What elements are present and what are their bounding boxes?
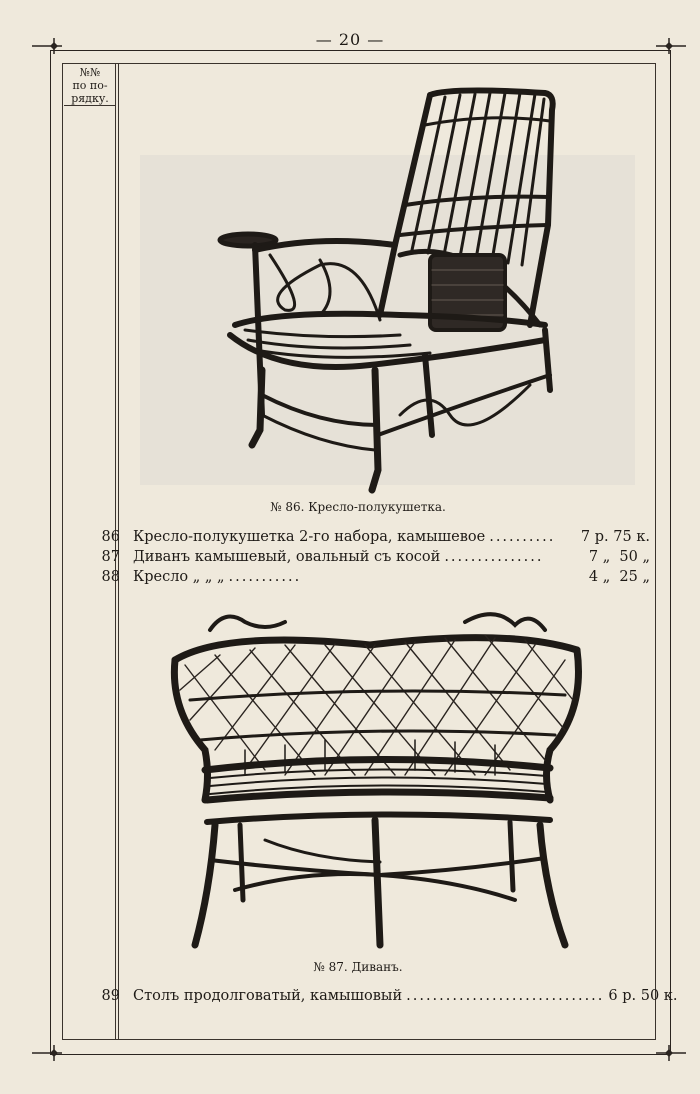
item-description: Кресло „ „ „ [133, 569, 225, 585]
item-number: 88 [101, 569, 120, 585]
corner-ornament-icon [656, 1045, 686, 1061]
item-price: 7 „ 50 „ [588, 549, 650, 565]
page-number: — 20 — [315, 30, 385, 49]
item-leader-dots: .............................. [406, 988, 605, 1004]
column-header-line: по по- [72, 79, 108, 92]
armchair-illustration [200, 85, 570, 495]
item-price: 7 р. 75 к. [580, 529, 650, 545]
item-description: Кресло-полукушетка 2-го набора, камышевое [133, 529, 486, 545]
column-header [64, 66, 116, 106]
sofa-illustration [165, 600, 585, 955]
list-item [70, 527, 650, 547]
item-description: Диванъ камышевый, овальный съ косой [133, 549, 441, 565]
figure-caption-87: № 87. Диванъ. [313, 960, 403, 974]
item-number: 86 [101, 529, 120, 545]
item-leader-dots: ........... [228, 569, 302, 585]
corner-ornament-icon [32, 38, 62, 54]
item-number: 89 [101, 988, 120, 1004]
column-header-line: рядку. [64, 92, 116, 106]
item-description: Столъ продолговатый, камышовый [133, 988, 403, 1004]
corner-ornament-icon [32, 1045, 62, 1061]
corner-ornament-icon [656, 38, 686, 54]
list-item [70, 567, 650, 587]
item-number: 87 [101, 549, 120, 565]
list-item [70, 986, 678, 1006]
item-leader-dots: ............... [444, 549, 544, 565]
figure-caption-86: № 86. Кресло-полукушетка. [270, 500, 446, 514]
list-item [70, 547, 650, 567]
item-price: 6 р. 50 к. [608, 988, 678, 1004]
item-price: 4 „ 25 „ [588, 569, 650, 585]
item-leader-dots: .......... [489, 529, 556, 545]
column-header-line: №№ [79, 66, 101, 79]
